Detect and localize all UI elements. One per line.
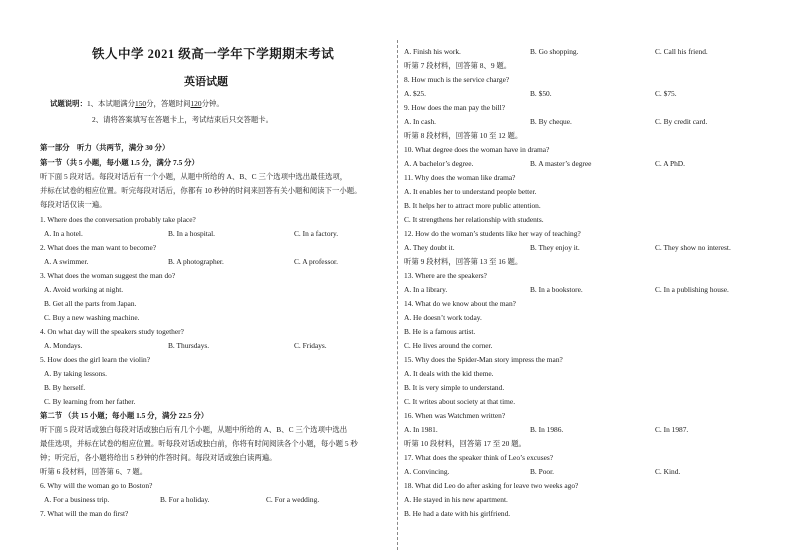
q17-option-b: B. Poor. bbox=[530, 467, 555, 476]
q15-option-b: B. It is very simple to understand. bbox=[404, 383, 505, 392]
q15-option-c: C. It writes about society at that time. bbox=[404, 397, 516, 406]
material-8-note: 听第 8 段材料，回答第 10 至 12 题。 bbox=[404, 131, 523, 140]
question-13: 13. Where are the speakers? bbox=[404, 271, 487, 280]
material-9-note: 听第 9 段材料，回答第 13 至 16 题。 bbox=[404, 257, 523, 266]
q3-option-a: A. Avoid working at night. bbox=[44, 285, 124, 294]
subject-title: 英语试题 bbox=[184, 76, 228, 88]
q7-option-b: B. Go shopping. bbox=[530, 47, 579, 56]
question-2: 2. What does the man want to become? bbox=[40, 243, 157, 252]
q9-option-a: A. In cash. bbox=[404, 117, 437, 126]
instructions-line-2: 2、请将答案填写在答题卡上，考试结束后只交答题卡。 bbox=[92, 115, 274, 124]
q18-option-a: A. He stayed in his new apartment. bbox=[404, 495, 508, 504]
question-5: 5. How does the girl learn the violin? bbox=[40, 355, 151, 364]
question-7: 7. What will the man do first? bbox=[40, 509, 129, 518]
q2-option-b: B. A photographer. bbox=[168, 257, 224, 266]
material-7-note: 听第 7 段材料，回答第 8、9 题。 bbox=[404, 61, 512, 70]
q16-option-c: C. In 1987. bbox=[655, 425, 689, 434]
question-10: 10. What degree does the woman have in drama? bbox=[404, 145, 550, 154]
question-6: 6. Why will the woman go to Boston? bbox=[40, 481, 153, 490]
q18-option-b: B. He had a date with his girlfriend. bbox=[404, 509, 511, 518]
q4-option-a: A. Mondays. bbox=[44, 341, 83, 350]
q12-option-b: B. They enjoy it. bbox=[530, 243, 580, 252]
section1-directions-3: 每段对话仅读一遍。 bbox=[40, 200, 107, 209]
q11-option-b: B. It helps her to attract more public attention. bbox=[404, 201, 541, 210]
question-17: 17. What does the speaker think of Leo’s excuses? bbox=[404, 453, 554, 462]
q10-option-b: B. A master’s degree bbox=[530, 159, 592, 168]
question-18: 18. What did Leo do after asking for leave two weeks ago? bbox=[404, 481, 579, 490]
question-9: 9. How does the man pay the bill? bbox=[404, 103, 505, 112]
q16-option-b: B. In 1986. bbox=[530, 425, 564, 434]
q11-option-a: A. It enables her to understand people better. bbox=[404, 187, 537, 196]
section2-directions-1: 听下面 5 段对话或独白每段对话或独白后有几个小题，从题中所给的 A、B、C 三个选项中选出 bbox=[40, 425, 348, 434]
q7-option-a: A. Finish his work. bbox=[404, 47, 461, 56]
q2-option-a: A. A swimmer. bbox=[44, 257, 89, 266]
part1-heading: 第一部分 听力（共两节，满分 30 分） bbox=[40, 143, 170, 152]
q9-option-b: B. By cheque. bbox=[530, 117, 572, 126]
q5-option-c: C. By learning from her father. bbox=[44, 397, 136, 406]
question-3: 3. What does the woman suggest the man do? bbox=[40, 271, 176, 280]
question-16: 16. When was Watchmen written? bbox=[404, 411, 506, 420]
time-value: 120 bbox=[190, 99, 202, 108]
q1-option-b: B. In a hospital. bbox=[168, 229, 216, 238]
q14-option-a: A. He doesn’t work today. bbox=[404, 313, 482, 322]
section1-heading: 第一节（共 5 小题，每小题 1.5 分，满分 7.5 分） bbox=[40, 158, 199, 167]
section1-directions-1: 听下面 5 段对话。每段对话后有一个小题，从题中所给的 A、B、C 三个选项中选出最佳选项， bbox=[40, 172, 348, 181]
q3-option-c: C. Buy a new washing machine. bbox=[44, 313, 140, 322]
q1-option-a: A. In a hotel. bbox=[44, 229, 83, 238]
question-14: 14. What do we know about the man? bbox=[404, 299, 516, 308]
q1-option-c: C. In a factory. bbox=[294, 229, 339, 238]
q2-option-c: C. A professor. bbox=[294, 257, 338, 266]
question-15: 15. Why does the Spider-Man story impress the man? bbox=[404, 355, 563, 364]
q8-option-b: B. $50. bbox=[530, 89, 552, 98]
q13-option-c: C. In a publishing house. bbox=[655, 285, 729, 294]
q17-option-c: C. Kind. bbox=[655, 467, 681, 476]
q7-option-c: C. Call his friend. bbox=[655, 47, 708, 56]
section2-directions-2: 最佳选项，并标在试卷的相应位置。听每段对话或独白前，你将有时间阅读各个小题，每小题 5 秒 bbox=[40, 439, 358, 448]
q12-option-c: C. They show no interest. bbox=[655, 243, 731, 252]
q14-option-c: C. He lives around the corner. bbox=[404, 341, 493, 350]
q6-option-a: A. For a business trip. bbox=[44, 495, 110, 504]
score-value: 150 bbox=[135, 99, 147, 108]
q4-option-b: B. Thursdays. bbox=[168, 341, 210, 350]
material-6-note: 听第 6 段材料，回答第 6、7 题。 bbox=[40, 467, 148, 476]
q8-option-a: A. $25. bbox=[404, 89, 426, 98]
q16-option-a: A. In 1981. bbox=[404, 425, 438, 434]
q10-option-c: C. A PhD. bbox=[655, 159, 685, 168]
question-1: 1. Where does the conversation probably take place? bbox=[40, 215, 196, 224]
q5-option-a: A. By taking lessons. bbox=[44, 369, 108, 378]
instructions-line-1: 试题说明：1、本试题满分150分，答题时间120分钟。 bbox=[50, 99, 224, 108]
q12-option-a: A. They doubt it. bbox=[404, 243, 455, 252]
q9-option-c: C. By credit card. bbox=[655, 117, 708, 126]
q6-option-c: C. For a wedding. bbox=[266, 495, 320, 504]
instructions-label: 试题说明： bbox=[50, 99, 87, 108]
q5-option-b: B. By herself. bbox=[44, 383, 86, 392]
section2-heading: 第二节 （共 15 小题；每小题 1.5 分，满分 22.5 分） bbox=[40, 411, 209, 420]
q13-option-a: A. In a library. bbox=[404, 285, 448, 294]
q10-option-a: A. A bachelor’s degree. bbox=[404, 159, 474, 168]
q17-option-a: A. Convincing. bbox=[404, 467, 450, 476]
q3-option-b: B. Get all the parts from Japan. bbox=[44, 299, 137, 308]
q11-option-c: C. It strengthens her relationship with students. bbox=[404, 215, 544, 224]
question-8: 8. How much is the service charge? bbox=[404, 75, 510, 84]
question-12: 12. How do the woman’s students like her way of teaching? bbox=[404, 229, 581, 238]
question-4: 4. On what day will the speakers study together? bbox=[40, 327, 184, 336]
column-divider bbox=[397, 40, 398, 550]
section1-directions-2: 并标在试卷的相应位置。听完每段对话后，你都有 10 秒钟的时间来回答有关小题和阅读下一小题。 bbox=[40, 186, 362, 195]
question-11: 11. Why does the woman like drama? bbox=[404, 173, 516, 182]
q13-option-b: B. In a bookstore. bbox=[530, 285, 583, 294]
material-10-note: 听第 10 段材料，回答第 17 至 20 题。 bbox=[404, 439, 526, 448]
q14-option-b: B. He is a famous artist. bbox=[404, 327, 476, 336]
section2-directions-3: 钟；听完后，各小题将给出 5 秒钟的作答时间。每段对话或独白读两遍。 bbox=[40, 453, 277, 462]
q15-option-a: A. It deals with the kid theme. bbox=[404, 369, 494, 378]
q4-option-c: C. Fridays. bbox=[294, 341, 327, 350]
q8-option-c: C. $75. bbox=[655, 89, 677, 98]
q6-option-b: B. For a holiday. bbox=[160, 495, 210, 504]
page-title: 铁人中学 2021 级高一学年下学期期末考试 bbox=[92, 47, 335, 61]
